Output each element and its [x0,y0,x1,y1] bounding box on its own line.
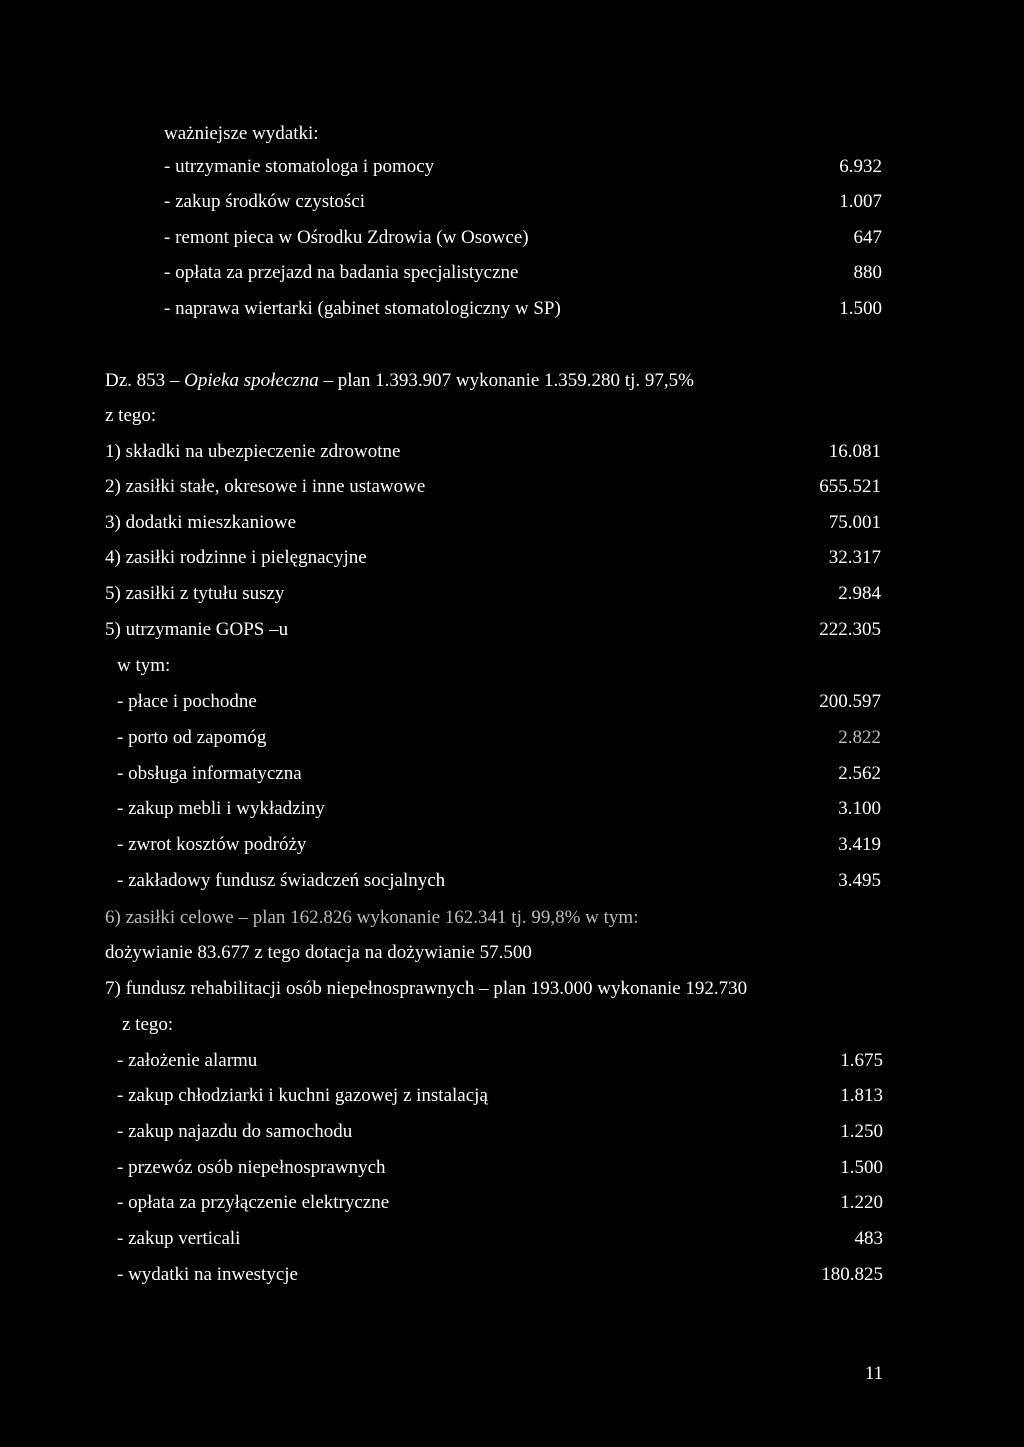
list-item [117,689,881,715]
list-item [164,225,882,251]
item-value: 222.305 [819,619,881,640]
list-item [164,296,882,322]
item-label: - porto od zapomóg [117,727,267,748]
item-value: 75.001 [828,512,881,533]
section-suffix: – plan 1.393.907 wykonanie 1.359.280 tj. 97,5% [318,370,694,391]
item-value: 16.081 [828,441,881,462]
list-item [117,796,881,822]
item-label: - utrzymanie stomatologa i pomocy [164,156,435,177]
item-value: 1.250 [840,1121,883,1142]
w-tym-label: w tym: [117,655,171,676]
list-item [117,1226,883,1252]
item-value: 32.317 [828,547,881,568]
item-value: 647 [853,227,882,248]
item-label: - obsługa informatyczna [117,763,302,784]
item-label: - zakup środków czystości [164,191,366,212]
item-label: - przewóz osób niepełnosprawnych [117,1157,386,1178]
list-item [105,545,881,571]
list-item [117,1083,883,1109]
item-value: 1.220 [840,1192,883,1213]
item-value: 483 [854,1228,883,1249]
item-label: 2) zasiłki stałe, okresowe i inne ustawowe [105,476,426,497]
item-value: 2.984 [838,583,881,604]
list-item [164,260,882,286]
zasilki-celowe-line: 6) zasiłki celowe – plan 162.826 wykonanie 162.341 tj. 99,8% w tym: [105,907,639,928]
item-label: - naprawa wiertarki (gabinet stomatologiczny w SP) [164,298,561,319]
item-value: 3.100 [838,798,881,819]
item-label: - opłata za przejazd na badania specjalistyczne [164,262,519,283]
list-item [117,761,881,787]
list-item [105,581,881,607]
list-item [117,832,881,858]
item-label: - wydatki na inwestycje [117,1264,298,1285]
intro-line: ważniejsze wydatki: [164,123,319,144]
item-value: 1.675 [840,1050,883,1071]
list-item [117,1119,883,1145]
section-prefix: Dz. 853 – [105,370,185,391]
item-label: 5) zasiłki z tytułu suszy [105,583,285,604]
item-value: 2.562 [838,763,881,784]
item-label: 5) utrzymanie GOPS –u [105,619,289,640]
item-value: 200.597 [819,691,881,712]
list-item [117,1155,883,1181]
list-item [105,474,881,500]
z-tego-label: z tego: [105,405,157,426]
list-item [117,1190,883,1216]
list-item [105,510,881,536]
item-label: - płace i pochodne [117,691,257,712]
item-value: 180.825 [821,1264,883,1285]
item-label: - zakup chłodziarki i kuchni gazowej z instalacją [117,1085,488,1106]
item-value: 1.813 [840,1085,883,1106]
list-item [105,617,881,643]
item-label: 1) składki na ubezpieczenie zdrowotne [105,441,401,462]
item-label: - zakup najazdu do samochodu [117,1121,353,1142]
dozywianie-line: dożywianie 83.677 z tego dotacja na dożywianie 57.500 [105,942,532,963]
item-value: 1.500 [839,298,882,319]
list-item [117,725,881,751]
item-value: 3.495 [838,870,881,891]
item-label: - remont pieca w Ośrodku Zdrowia (w Osowce) [164,227,529,248]
list-item [164,154,882,180]
item-label: - zwrot kosztów podróży [117,834,307,855]
page-number: 11 [864,1363,884,1384]
list-item [105,439,881,465]
item-label: - zakup verticali [117,1228,241,1249]
item-label: 4) zasiłki rodzinne i pielęgnacyjne [105,547,367,568]
item-label: - zakładowy fundusz świadczeń socjalnych [117,870,446,891]
z-tego-label-2: z tego: [122,1014,174,1035]
section-name: Opieka społeczna [184,370,319,391]
item-label: - założenie alarmu [117,1050,258,1071]
list-item [117,1262,883,1288]
list-item [117,868,881,894]
fundusz-line: 7) fundusz rehabilitacji osób niepełnosprawnych – plan 193.000 wykonanie 192.730 [105,978,748,999]
item-label: 3) dodatki mieszkaniowe [105,512,297,533]
item-value: 3.419 [838,834,881,855]
list-item [117,1048,883,1074]
item-value: 655.521 [819,476,881,497]
item-value: 6.932 [839,156,882,177]
item-value: 2.822 [838,727,881,748]
item-label: - zakup mebli i wykładziny [117,798,325,819]
section-heading [105,368,694,394]
item-value: 1.500 [840,1157,883,1178]
item-label: - opłata za przyłączenie elektryczne [117,1192,390,1213]
item-value: 880 [853,262,882,283]
item-value: 1.007 [839,191,882,212]
list-item [164,189,882,215]
